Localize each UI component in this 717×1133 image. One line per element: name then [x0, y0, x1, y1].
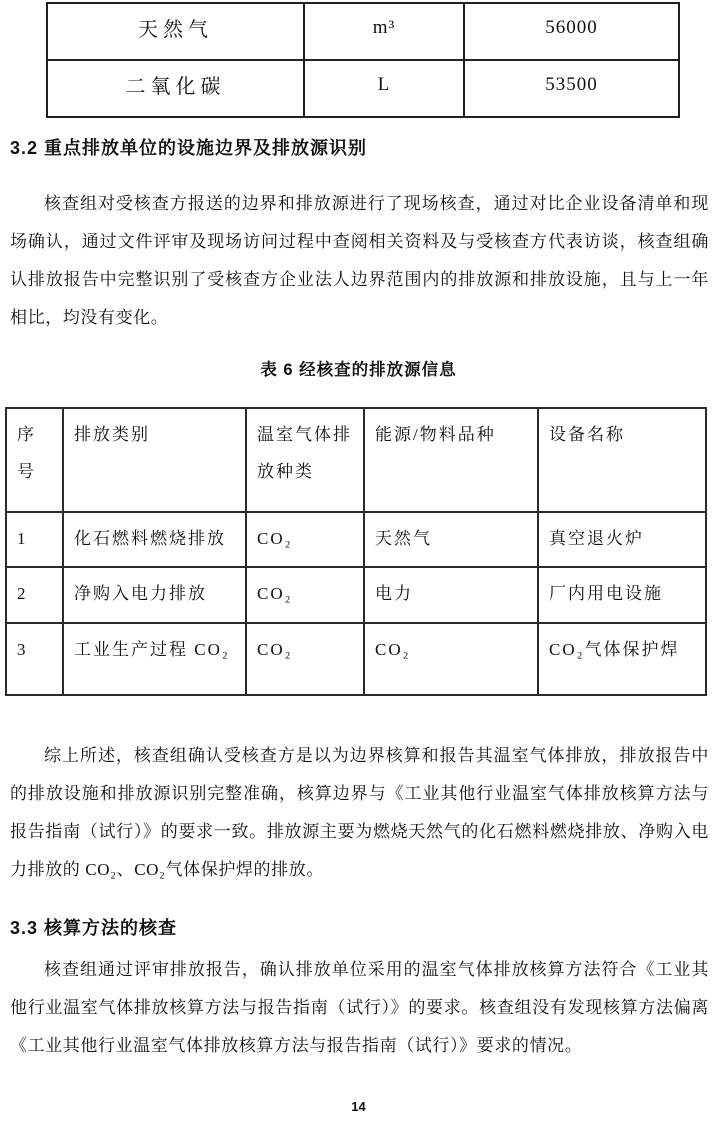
cell-category: 工业生产过程 CO₂ — [63, 623, 246, 695]
table-cell-unit: L — [304, 60, 464, 117]
section-3-2-paragraph: 核查组对受核查方报送的边界和排放源进行了现场核查，通过对比企业设备清单和现场确认，通过文件评审及现场访问过程中查阅相关资料及与受核查方代表访谈，核查组确认排放报告中完整识别了受核查方企业法人边界范围内的排放源和排放设施，且与上一年相比，均没有变化。 — [10, 194, 709, 327]
table-cell-value: 56000 — [464, 3, 679, 60]
cell-equipment: 厂内用电设施 — [538, 567, 706, 623]
summary-paragraph: 综上所述，核查组确认受核查方是以为边界核算和报告其温室气体排放，排放报告中的排放设施和排放源识别完整准确，核算边界与《工业其他行业温室气体排放核算方法与报告指南（试行）》的要求一致。排放源主要为燃烧天然气的化石燃料燃烧排放、净购入电力排放的 CO₂、CO₂气体保护焊的排放。 — [10, 746, 709, 879]
table-cell-value: 53500 — [464, 60, 679, 117]
table-cell-material: 天然气 — [47, 3, 304, 60]
cell-gas-type: CO₂ — [246, 623, 364, 695]
table-row — [6, 567, 706, 623]
table-header-row — [6, 408, 706, 512]
cell-equipment: CO₂气体保护焊 — [538, 623, 706, 695]
cell-category: 化石燃料燃烧排放 — [63, 512, 246, 567]
consumption-table — [46, 2, 680, 118]
table6-caption: 表 6 经核查的排放源信息 — [260, 361, 457, 379]
header-cell-equipment: 设备名称 — [538, 408, 706, 512]
table-row — [47, 60, 679, 117]
cell-equipment: 真空退火炉 — [538, 512, 706, 567]
section-heading-3-2: 3.2 重点排放单位的设施边界及排放源识别 — [10, 138, 368, 158]
cell-gas-type: CO₂ — [246, 512, 364, 567]
emission-source-table — [5, 407, 707, 696]
section-heading-3-3: 3.3 核算方法的核查 — [10, 918, 178, 938]
cell-index: 2 — [6, 567, 63, 623]
header-cell-category: 排放类别 — [63, 408, 246, 512]
table-cell-material: 二氧化碳 — [47, 60, 304, 117]
cell-fuel-type: CO₂ — [364, 623, 538, 695]
cell-fuel-type: 电力 — [364, 567, 538, 623]
cell-index: 1 — [6, 512, 63, 567]
table-row — [6, 512, 706, 567]
cell-index: 3 — [6, 623, 63, 695]
header-cell-fuel-type: 能源/物料品种 — [364, 408, 538, 512]
table-row — [6, 623, 706, 695]
page-number: 14 — [351, 1099, 366, 1114]
table-row — [47, 3, 679, 60]
header-cell-gas-type: 温室气体排放种类 — [246, 408, 364, 512]
header-cell-index: 序号 — [6, 408, 63, 512]
cell-category: 净购入电力排放 — [63, 567, 246, 623]
cell-gas-type: CO₂ — [246, 567, 364, 623]
cell-fuel-type: 天然气 — [364, 512, 538, 567]
table-cell-unit: m³ — [304, 3, 464, 60]
section-3-3-paragraph: 核查组通过评审排放报告，确认排放单位采用的温室气体排放核算方法符合《工业其他行业温室气体排放核算方法与报告指南（试行）》的要求。核查组没有发现核算方法偏离《工业其他行业温室气体排放核算方法与报告指南（试行）》要求的情况。 — [10, 960, 709, 1055]
